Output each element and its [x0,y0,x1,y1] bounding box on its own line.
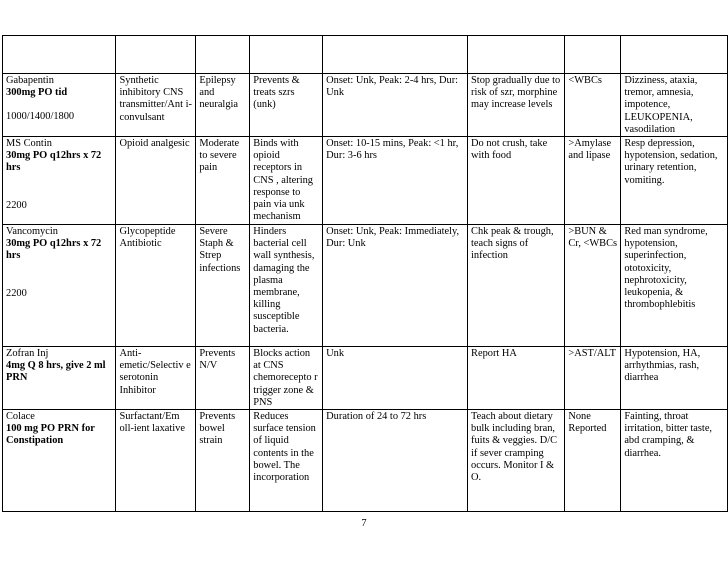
header-cell [565,36,621,74]
action-cell: Blocks action at CNS chemorecepto r trigger zone & PNS [250,347,323,410]
header-cell [323,36,468,74]
labs-cell: >Amylase and lipase [565,137,621,225]
side-effects-cell: Dizziness, ataxia, tremor, amnesia, impotence, LEUKOPENIA, vasodilation [621,74,728,137]
drug-cell [3,225,116,347]
nursing-cell: Stop gradually due to risk of szr, morphine may increase levels [468,74,565,137]
drug-name: Vancomycin [6,226,58,238]
labs-cell: <WBCs [565,74,621,137]
labs-cell: None Reported [565,410,621,512]
drug-times: 2200 [6,287,27,299]
pharmacokinetics-cell: Onset: Unk, Peak: 2-4 hrs, Dur: Unk [323,74,468,137]
drug-times: 1000/1400/1800 [6,111,75,123]
classification-cell: Surfactant/Em oll-ient laxative [116,410,196,512]
action-cell: Prevents & treats szrs (unk) [250,74,323,137]
labs-cell: >BUN & Cr, <WBCs [565,225,621,347]
indication-cell: Prevents bowel strain [196,410,250,512]
header-cell [116,36,196,74]
header-row [3,36,728,74]
header-cell [468,36,565,74]
drug-name: Colace [6,411,35,423]
drug-dose: 30mg PO q12hrs x 72 hrs [6,238,102,262]
drug-dose: 30mg PO q12hrs x 72 hrs [6,150,102,174]
action-cell: Reduces surface tension of liquid contents in the bowel. The incorporation [250,410,323,512]
nursing-cell: Do not crush, take with food [468,137,565,225]
classification-cell: Synthetic inhibitory CNS transmitter/Ant i-convulsant [116,74,196,137]
pharmacokinetics-cell: Onset: Unk, Peak: Immediately, Dur: Unk [323,225,468,347]
drug-name: Zofran Inj [6,348,49,360]
drug-cell [3,347,116,410]
labs-cell: >AST/ALT [565,347,621,410]
table-row [3,347,728,410]
nursing-cell: Chk peak & trough, teach signs of infection [468,225,565,347]
nursing-cell: Report HA [468,347,565,410]
indication-cell: Severe Staph & Strep infections [196,225,250,347]
action-cell: Binds with opioid receptors in CNS , altering response to pain via unk mechanism [250,137,323,225]
drug-table [2,35,728,512]
header-cell [621,36,728,74]
classification-cell: Glycopeptide Antibiotic [116,225,196,347]
side-effects-cell: Resp depression, hypotension, sedation, urinary retention, vomiting. [621,137,728,225]
side-effects-cell: Hypotension, HA, arrhythmias, rash, diarrhea [621,347,728,410]
drug-cell [3,74,116,137]
header-cell [3,36,116,74]
indication-cell: Moderate to severe pain [196,137,250,225]
table-row [3,74,728,137]
drug-dose: 300mg PO tid [6,87,68,99]
pharmacokinetics-cell: Onset: 10-15 mins, Peak: <1 hr, Dur: 3-6 hrs [323,137,468,225]
header-cell [250,36,323,74]
drug-name: Gabapentin [6,75,54,86]
indication-cell: Prevents N/V [196,347,250,410]
table-row [3,137,728,225]
drug-cell [3,137,116,225]
drug-cell [3,410,116,512]
drug-dose: 100 mg PO PRN for Constipation [6,423,95,447]
pharmacokinetics-cell: Duration of 24 to 72 hrs [323,410,468,512]
indication-cell: Epilepsy and neuralgia [196,74,250,137]
table-row [3,410,728,512]
nursing-cell: Teach about dietary bulk including bran, fuits & veggies. D/C if sever cramping occurs. Monitor I & O. [468,410,565,512]
side-effects-cell: Fainting, throat irritation, bitter taste, abd cramping, & diarrhea. [621,410,728,512]
drug-name: MS Contin [6,138,52,150]
action-cell: Hinders bacterial cell wall synthesis, damaging the plasma membrane, killing susceptible bacteria. [250,225,323,347]
page-number: 7 [361,518,367,529]
side-effects-cell: Red man syndrome, hypotension, superinfection, ototoxicity, nephrotoxicity, leukopenia, & thrombophlebitis [621,225,728,347]
drug-times: 2200 [6,199,27,211]
pharmacokinetics-cell: Unk [323,347,468,410]
classification-cell: Anti-emetic/Selectiv e serotonin Inhibitor [116,347,196,410]
header-cell [196,36,250,74]
classification-cell: Opioid analgesic [116,137,196,225]
table-row [3,225,728,347]
drug-dose: 4mg Q 8 hrs, give 2 ml PRN [6,360,106,384]
